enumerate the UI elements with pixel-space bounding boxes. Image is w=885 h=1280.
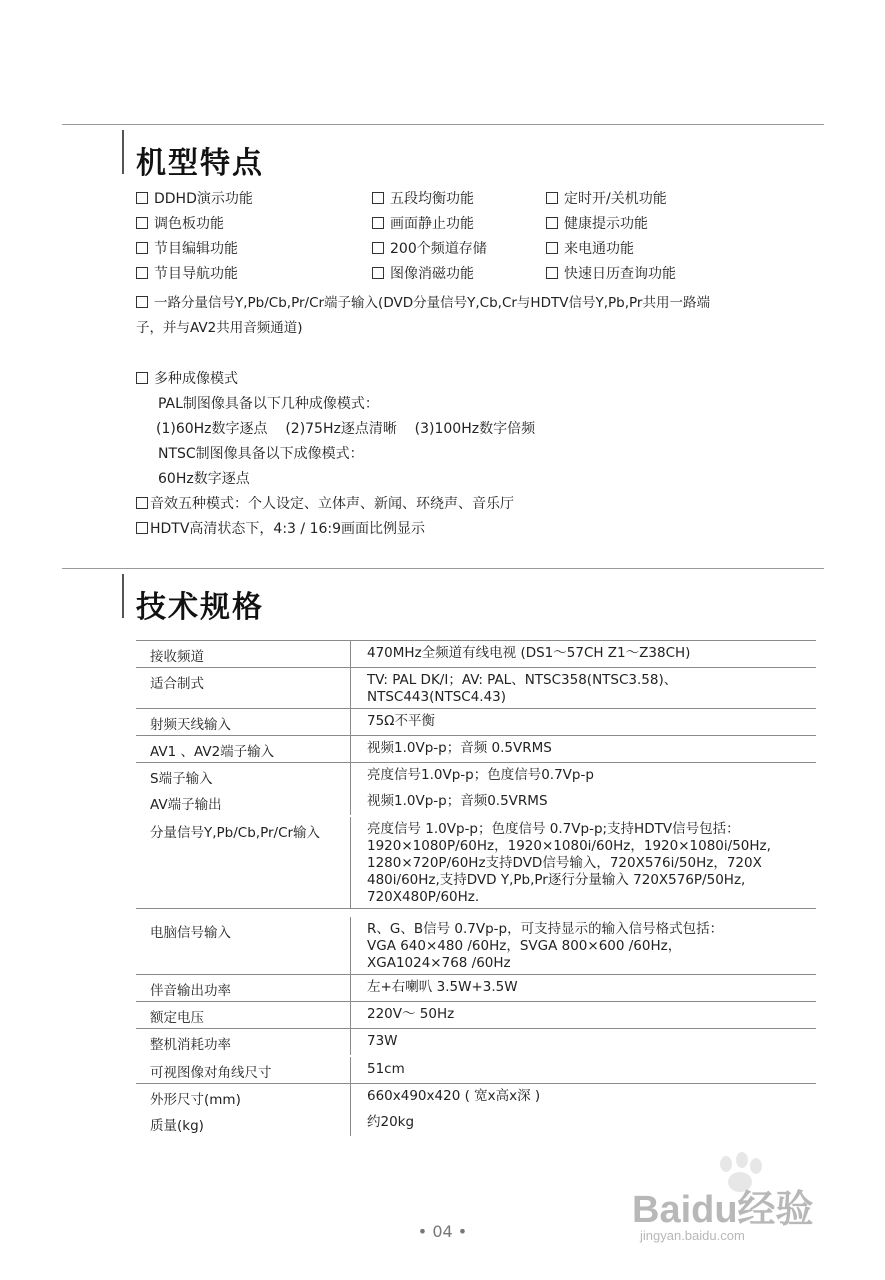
checkbox-icon — [136, 522, 148, 534]
spec-value — [350, 641, 816, 667]
feature-label: 来电通功能 — [564, 241, 634, 257]
spec-value-line: 亮度信号1.0Vp-p；色度信号0.7Vp-p — [367, 767, 594, 783]
section2-vbar — [122, 574, 124, 618]
checkbox-icon — [372, 242, 384, 254]
checkbox-icon — [136, 242, 148, 254]
watermark-url: jingyan.baidu.com — [640, 1228, 745, 1243]
checkbox-icon — [136, 296, 148, 308]
spec-value — [350, 1029, 816, 1055]
spec-value — [350, 1057, 816, 1083]
feature-label: 画面静止功能 — [390, 216, 474, 232]
feature-item — [136, 240, 238, 258]
spec-value-line: 约20kg — [367, 1114, 415, 1130]
feature-item — [136, 265, 238, 283]
spec-value — [350, 763, 816, 789]
hdtv-ratio-label: HDTV高清状态下，4:3 / 16:9画面比例显示 — [150, 521, 426, 537]
feature-item — [372, 265, 474, 283]
spec-label: 伴音输出功率 — [150, 983, 231, 999]
ntsc-mode: 60Hz数字逐点 — [158, 471, 250, 487]
checkbox-icon — [136, 267, 148, 279]
spec-row — [136, 667, 816, 708]
feature-item — [546, 215, 648, 233]
feature-label: 健康提示功能 — [564, 216, 648, 232]
spec-label: 接收频道 — [150, 649, 204, 665]
spec-row — [136, 1055, 816, 1083]
feature-label: 节目编辑功能 — [154, 241, 238, 257]
spec-value-line: 左+右喇叭 3.5W+3.5W — [367, 979, 518, 995]
spec-row — [136, 640, 816, 667]
feature-label: 图像消磁功能 — [390, 266, 474, 282]
feature-item — [372, 215, 474, 233]
feature-label: 五段均衡功能 — [390, 191, 474, 207]
section1-rule — [62, 124, 824, 125]
spec-label: 质量(kg) — [150, 1118, 204, 1134]
spec-value-line: 视频1.0Vp-p；音频0.5VRMS — [367, 793, 548, 809]
checkbox-icon — [546, 192, 558, 204]
spec-value-line: 720X480P/60Hz. — [367, 889, 480, 905]
checkbox-icon — [136, 372, 148, 384]
feature-label: 快速日历查询功能 — [564, 266, 676, 282]
spec-row — [136, 762, 816, 789]
spec-value-line: 480i/60Hz,支持DVD Y,Pb,Pr逐行分量输入 720X576P/50Hz, — [367, 872, 746, 888]
section1-title: 机型特点 — [136, 146, 264, 181]
checkbox-icon — [136, 217, 148, 229]
sound-modes — [136, 495, 514, 513]
pal-intro: PAL制图像具备以下几种成像模式： — [158, 396, 379, 412]
spec-value — [350, 668, 816, 708]
spec-row — [136, 1083, 816, 1110]
spec-value-line: XGA1024×768 /60Hz — [367, 955, 511, 971]
checkbox-icon — [372, 192, 384, 204]
spec-label: S端子输入 — [150, 771, 213, 787]
component-line-1: 一路分量信号Y,Pb/Cb,Pr/Cr端子输入(DVD分量信号Y,Cb,Cr与HDTV信号Y,Pb,Pr共用一路端 — [154, 295, 710, 311]
spec-label: AV1 、AV2端子输入 — [150, 744, 275, 760]
spec-value — [350, 1002, 816, 1028]
watermark-brand: Baidu经验 — [632, 1189, 814, 1231]
page-number: • 04 • — [417, 1222, 468, 1241]
feature-item — [546, 240, 634, 258]
pal-modes: (1)60Hz数字逐点 (2)75Hz逐点清晰 (3)100Hz数字倍频 — [156, 421, 536, 437]
modes-title-label: 多种成像模式 — [154, 371, 238, 387]
checkbox-icon — [372, 217, 384, 229]
spec-row — [136, 789, 816, 815]
spec-label: AV端子输出 — [150, 797, 222, 813]
spec-label: 整机消耗功率 — [150, 1037, 231, 1053]
checkbox-icon — [136, 192, 148, 204]
spec-table — [136, 640, 816, 1136]
spec-row — [136, 1028, 816, 1055]
spec-value — [350, 917, 816, 974]
spec-value-line: 660x490x420 ( 宽x高x深 ) — [367, 1088, 541, 1104]
spec-value-line: 470MHz全频道有线电视 (DS1～57CH Z1～Z38CH) — [367, 645, 691, 661]
spec-row — [136, 815, 816, 908]
feature-item — [136, 215, 224, 233]
spec-value-line: 亮度信号 1.0Vp-p；色度信号 0.7Vp-p;支持HDTV信号包括： — [367, 821, 740, 837]
spec-value — [350, 817, 816, 908]
component-input-note-cont: 子，并与AV2共用音频通道) — [136, 320, 303, 336]
spec-value-line: 1920×1080P/60Hz，1920×1080i/60Hz，1920×1080i/50Hz, — [367, 838, 771, 854]
checkbox-icon — [546, 217, 558, 229]
checkbox-icon — [546, 242, 558, 254]
feature-item — [136, 190, 253, 208]
sound-modes-label: 音效五种模式：个人设定、立体声、新闻、环绕声、音乐厅 — [150, 496, 514, 512]
feature-label: 调色板功能 — [154, 216, 224, 232]
feature-label: 200个频道存储 — [390, 241, 487, 257]
spec-value-line: 75Ω不平衡 — [367, 713, 435, 729]
imaging-modes-title — [136, 370, 238, 388]
spec-label: 可视图像对角线尺寸 — [150, 1065, 272, 1081]
spec-label: 分量信号Y,Pb/Cb,Pr/Cr输入 — [150, 825, 321, 841]
spec-row — [136, 1001, 816, 1028]
hdtv-ratio — [136, 520, 425, 538]
feature-item — [372, 240, 487, 258]
spec-label: 电脑信号输入 — [150, 925, 231, 941]
spec-label: 适合制式 — [150, 676, 204, 692]
spec-value — [350, 789, 816, 815]
checkbox-icon — [546, 267, 558, 279]
spec-row — [136, 708, 816, 735]
feature-label: DDHD演示功能 — [154, 191, 253, 207]
spec-row — [136, 735, 816, 762]
feature-label: 节目导航功能 — [154, 266, 238, 282]
spec-value-line: NTSC443(NTSC4.43) — [367, 689, 507, 705]
spec-row — [136, 908, 816, 974]
feature-label: 定时开/关机功能 — [564, 191, 667, 207]
feature-item — [372, 190, 474, 208]
spec-value — [350, 709, 816, 735]
checkbox-icon — [372, 267, 384, 279]
spec-row — [136, 1110, 816, 1136]
spec-value-line: 73W — [367, 1033, 398, 1049]
spec-value-line: 220V～ 50Hz — [367, 1006, 455, 1022]
spec-value-line: 51cm — [367, 1061, 405, 1077]
section2-rule — [62, 568, 824, 569]
feature-item — [546, 190, 667, 208]
section2-title: 技术规格 — [136, 590, 264, 625]
spec-value-line: TV: PAL DK/I；AV: PAL、NTSC358(NTSC3.58)、 — [367, 672, 678, 688]
spec-value — [350, 736, 816, 762]
spec-value-line: VGA 640×480 /60Hz，SVGA 800×600 /60Hz， — [367, 938, 682, 954]
spec-row — [136, 974, 816, 1001]
spec-label: 射频天线输入 — [150, 717, 231, 733]
checkbox-icon — [136, 497, 148, 509]
spec-value-line: 视频1.0Vp-p；音频 0.5VRMS — [367, 740, 552, 756]
feature-item — [546, 265, 676, 283]
spec-label: 额定电压 — [150, 1010, 204, 1026]
spec-value-line: 1280×720P/60Hz支持DVD信号输入，720X576i/50Hz，720X — [367, 855, 762, 871]
spec-value — [350, 1084, 816, 1110]
spec-label: 外形尺寸(mm) — [150, 1092, 241, 1108]
section1-vbar — [122, 130, 124, 174]
spec-value — [350, 975, 816, 1001]
spec-value-line: R、G、B信号 0.7Vp-p，可支持显示的输入信号格式包括： — [367, 921, 724, 937]
ntsc-intro: NTSC制图像具备以下成像模式： — [158, 446, 364, 462]
spec-value — [350, 1110, 816, 1136]
component-input-note — [136, 294, 710, 312]
